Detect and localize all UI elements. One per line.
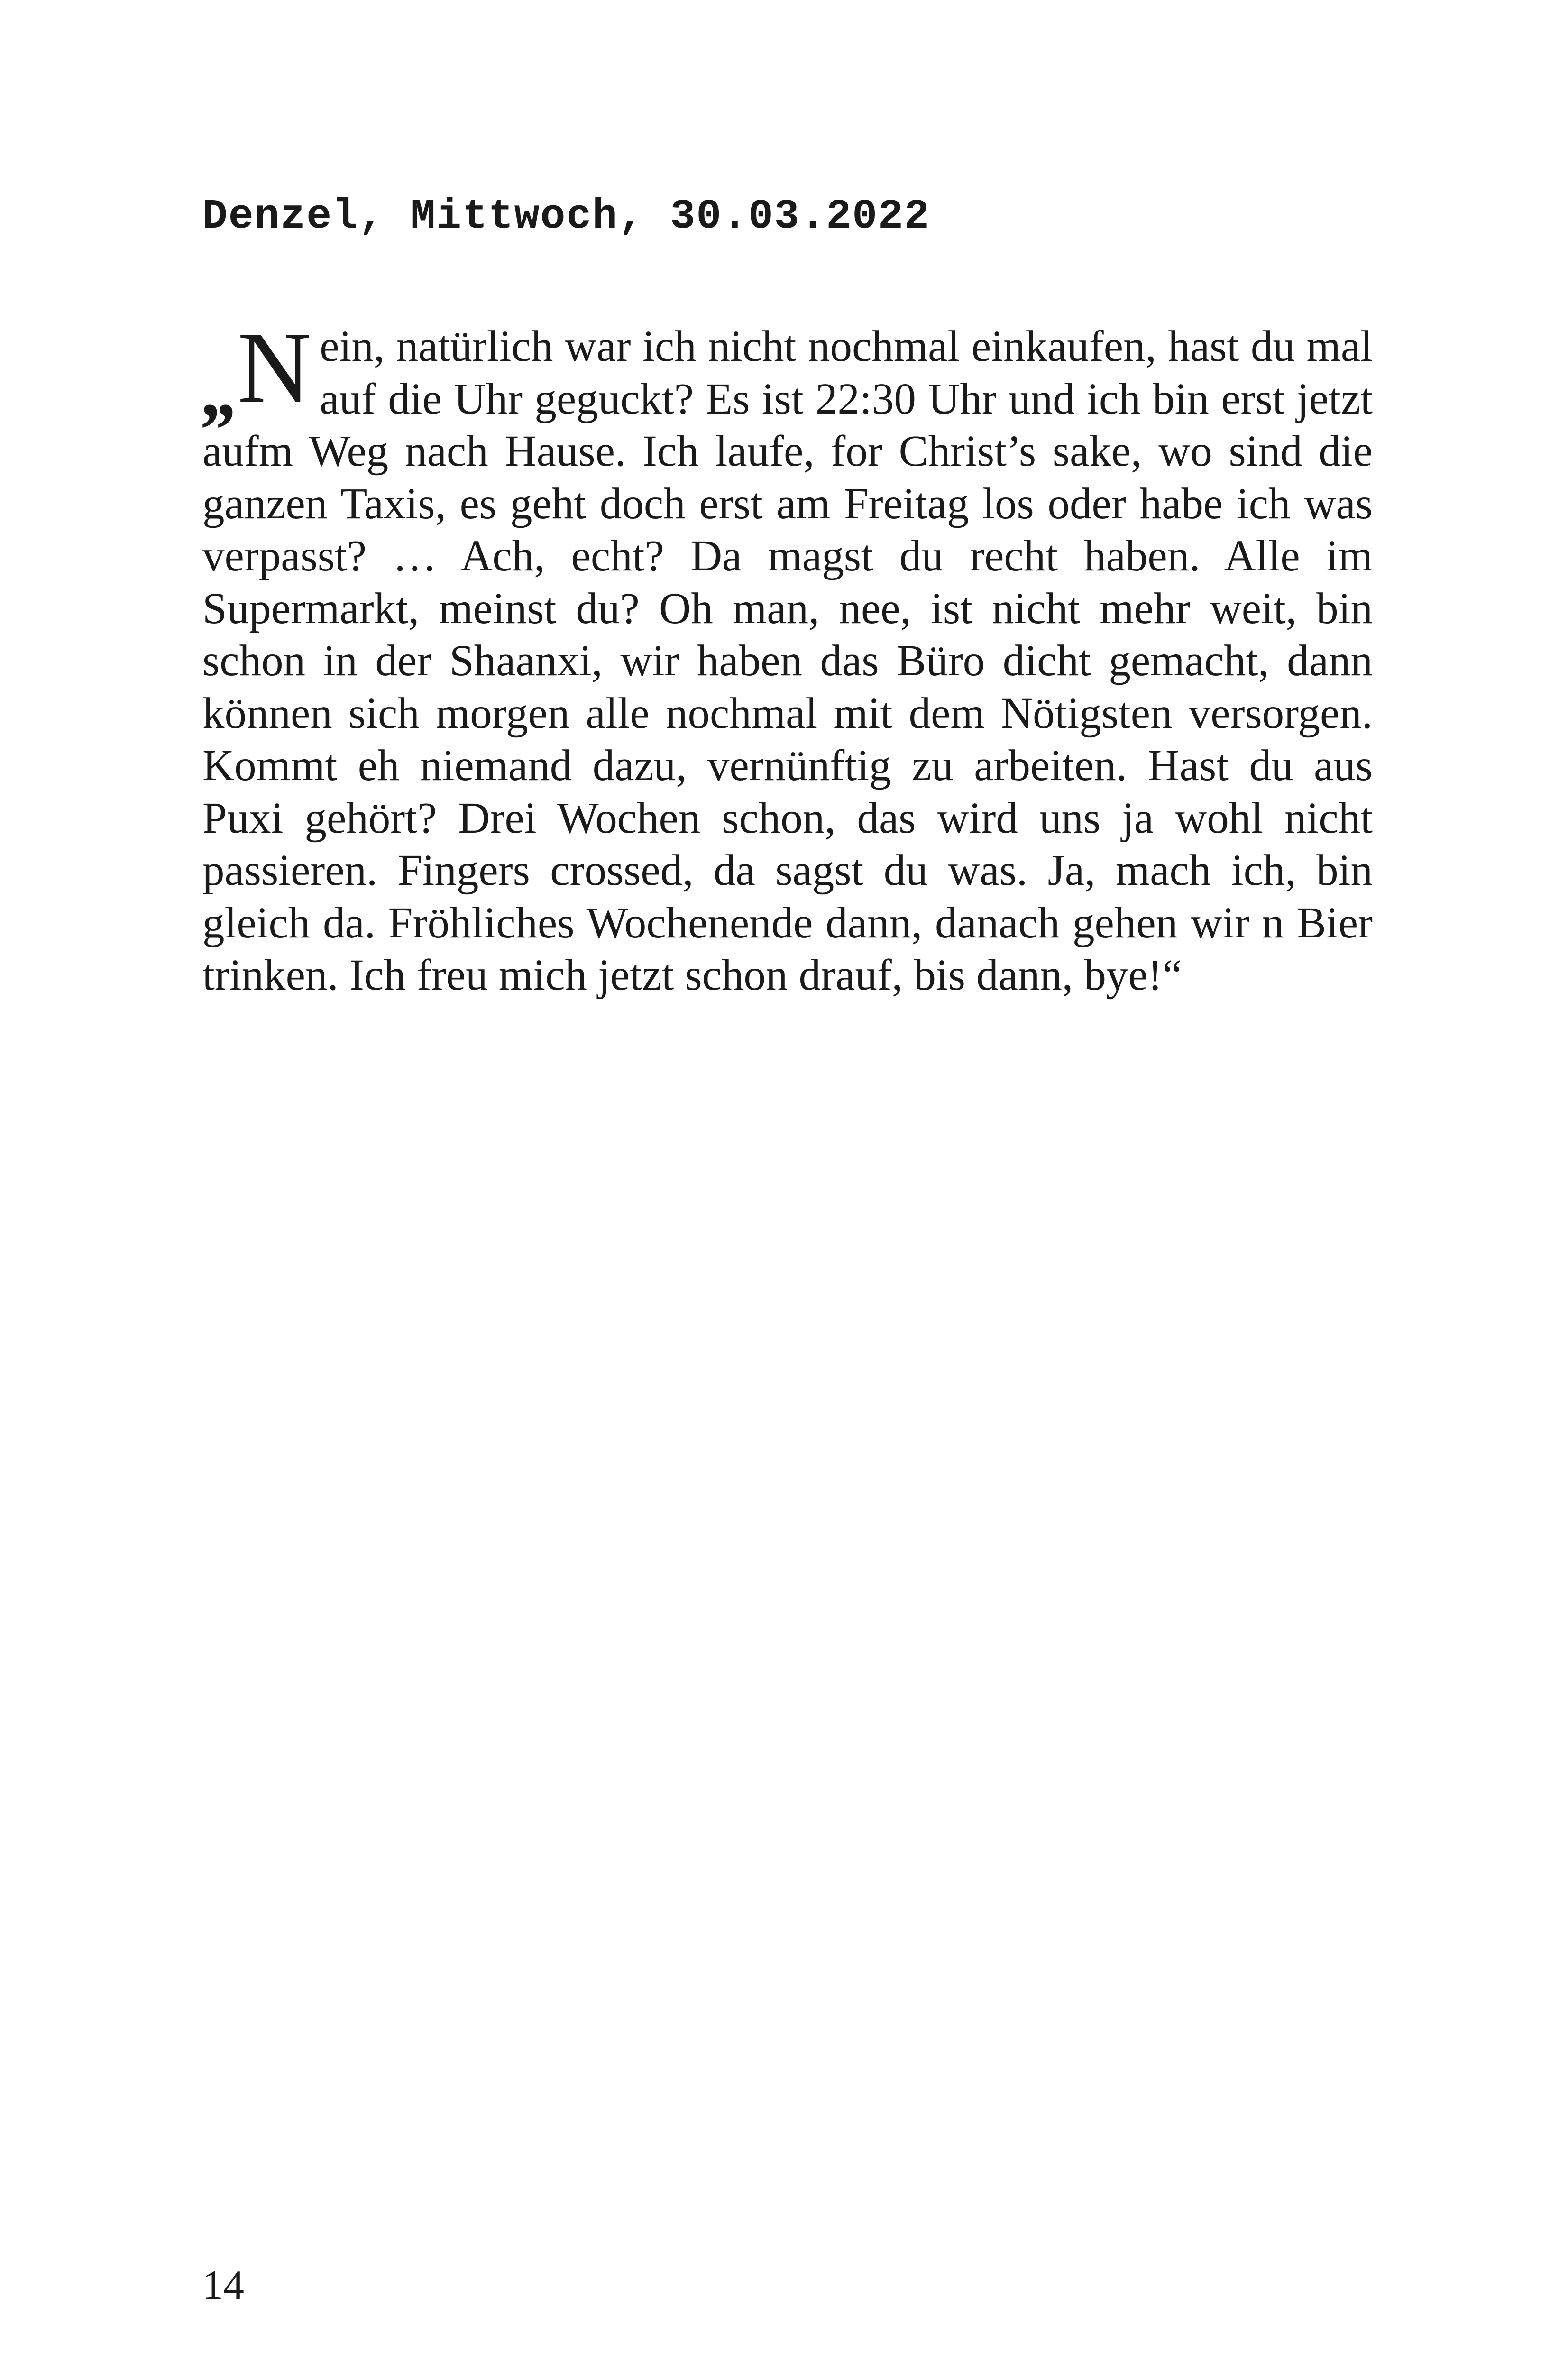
body-text: ein, natürlich war ich nicht nochmal einkaufen, hast du mal auf die Uhr geguckt? Es ist 22:30 Uhr und ich bin erst jetzt aufm Weg nach Hause. Ich laufe, for Christ’s sake, wo sind die ganzen Taxis, es geht doch erst am Freitag los oder habe ich was verpasst? … Ach, echt? Da magst du recht haben. Alle im Supermarkt, meinst du? Oh man, nee, ist nicht mehr weit, bin schon in der Shaanxi, wir haben das Büro dicht gemacht, dann können sich morgen alle nochmal mit dem Nötigsten versorgen. Kommt eh niemand dazu, vernünftig zu arbeiten. Hast du aus Puxi gehört? Drei Wochen schon, das wird uns ja wohl nicht passieren. Fingers crossed, da sagst du was. Ja, mach ich, bin gleich da. Fröhliches Wochenende dann, danach gehen wir n Bier trinken. Ich freu mich jetzt schon drauf, bis dann, bye!“ [202,322,1373,1000]
chapter-heading: Denzel, Mittwoch, 30.03.2022 [202,193,930,240]
drop-cap-quote: „ [202,348,238,432]
body-paragraph [202,311,1373,1002]
drop-cap [202,311,312,432]
page-number: 14 [202,2262,244,2308]
drop-cap-letter: N [238,311,312,424]
